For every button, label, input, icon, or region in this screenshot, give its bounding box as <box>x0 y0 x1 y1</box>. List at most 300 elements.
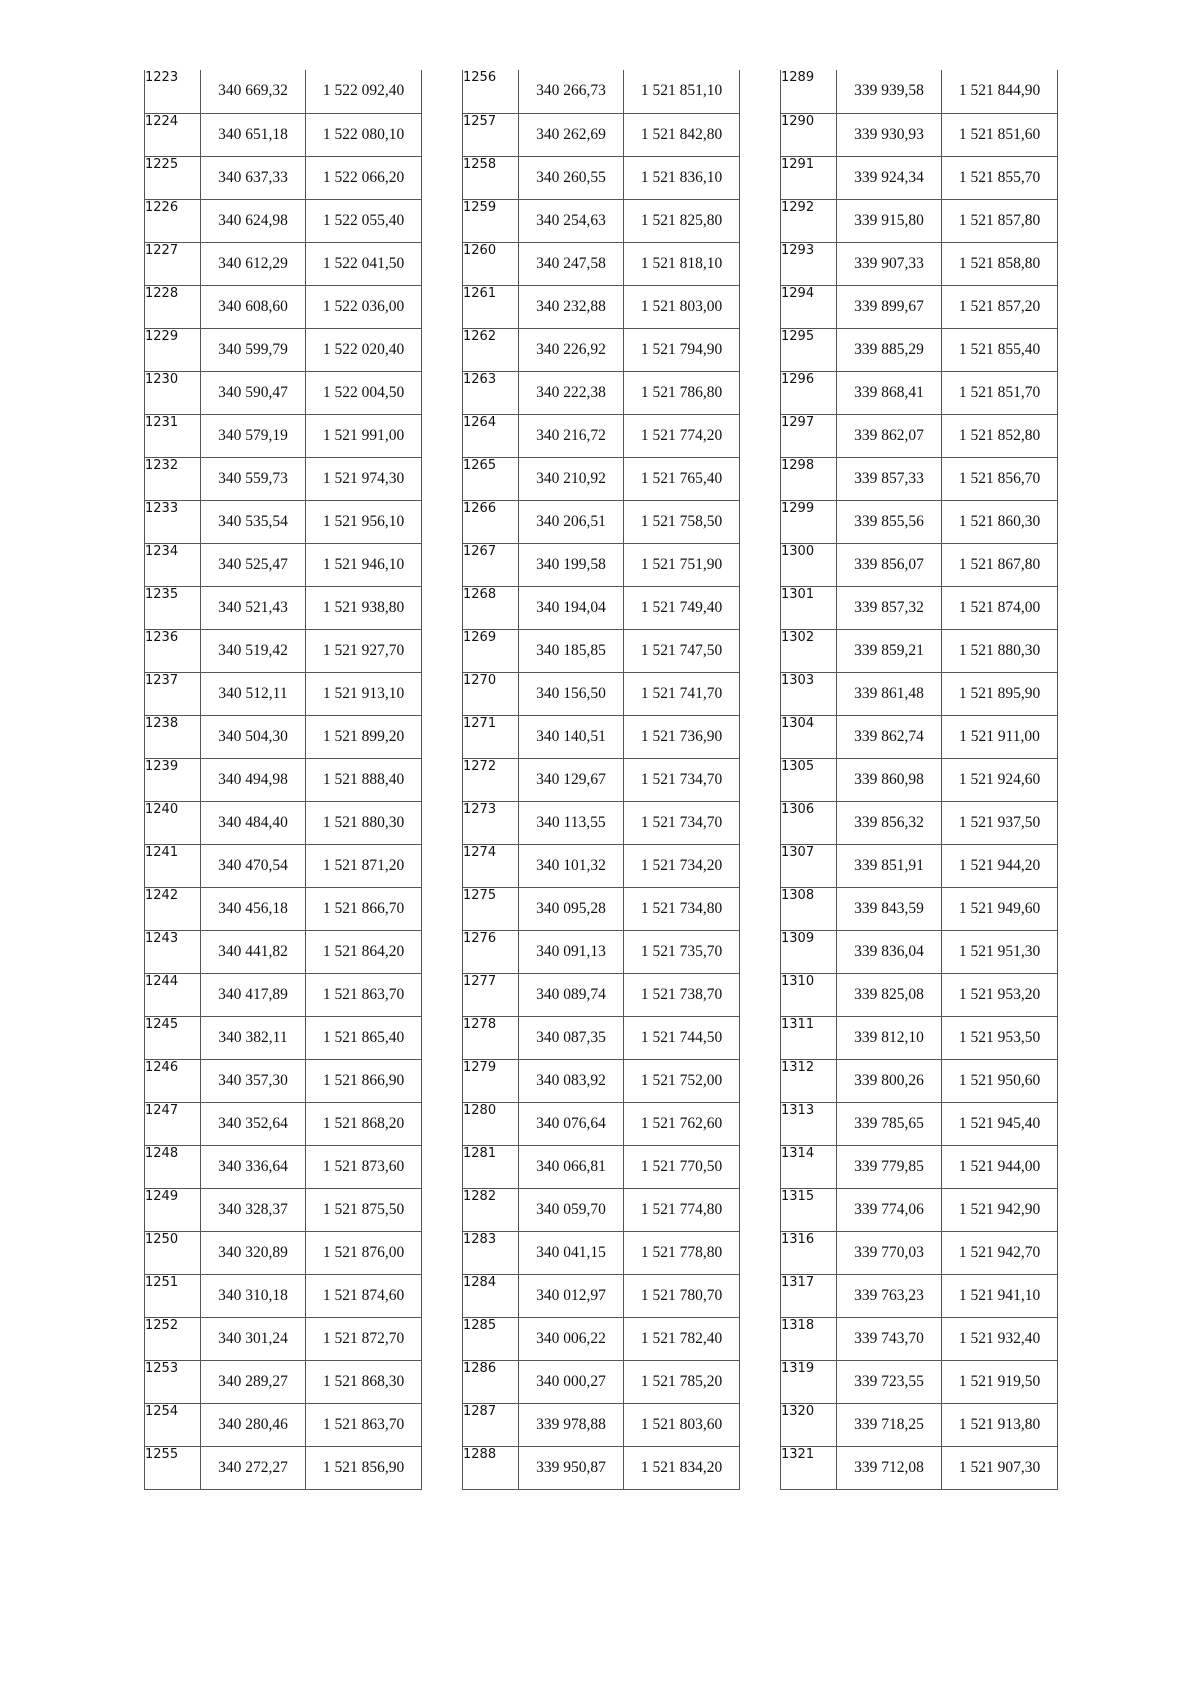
y-coordinate-cell: 1 521 851,60 <box>942 113 1058 156</box>
table-row <box>145 672 422 715</box>
x-coordinate-cell: 339 718,25 <box>837 1403 942 1446</box>
x-coordinate-cell: 340 521,43 <box>201 586 306 629</box>
point-number-cell: 1268 <box>463 586 519 629</box>
table-row <box>145 371 422 414</box>
point-number-cell: 1307 <box>781 844 837 887</box>
y-coordinate-cell: 1 521 946,10 <box>306 543 422 586</box>
x-coordinate-cell: 339 723,55 <box>837 1360 942 1403</box>
table-row <box>145 1102 422 1145</box>
y-coordinate-cell: 1 521 863,70 <box>306 1403 422 1446</box>
x-coordinate-cell: 340 441,82 <box>201 930 306 973</box>
y-coordinate-cell: 1 521 834,20 <box>624 1446 740 1489</box>
x-coordinate-cell: 340 194,04 <box>519 586 624 629</box>
point-number-cell: 1279 <box>463 1059 519 1102</box>
y-coordinate-cell: 1 521 758,50 <box>624 500 740 543</box>
y-coordinate-cell: 1 521 874,60 <box>306 1274 422 1317</box>
x-coordinate-cell: 339 950,87 <box>519 1446 624 1489</box>
y-coordinate-cell: 1 522 092,40 <box>306 70 422 113</box>
y-coordinate-cell: 1 521 860,30 <box>942 500 1058 543</box>
table-row <box>145 1059 422 1102</box>
x-coordinate-cell: 340 504,30 <box>201 715 306 758</box>
x-coordinate-cell: 339 856,32 <box>837 801 942 844</box>
y-coordinate-cell: 1 521 974,30 <box>306 457 422 500</box>
x-coordinate-cell: 340 280,46 <box>201 1403 306 1446</box>
table-row <box>145 1188 422 1231</box>
x-coordinate-cell: 339 930,93 <box>837 113 942 156</box>
table-row <box>463 887 740 930</box>
table-row <box>145 930 422 973</box>
coordinates-table-3 <box>780 70 1058 1490</box>
x-coordinate-cell: 340 066,81 <box>519 1145 624 1188</box>
table-row <box>781 242 1058 285</box>
table-row <box>781 1360 1058 1403</box>
x-coordinate-cell: 339 743,70 <box>837 1317 942 1360</box>
y-coordinate-cell: 1 521 803,00 <box>624 285 740 328</box>
y-coordinate-cell: 1 522 004,50 <box>306 371 422 414</box>
y-coordinate-cell: 1 521 919,50 <box>942 1360 1058 1403</box>
table-row <box>145 156 422 199</box>
point-number-cell: 1241 <box>145 844 201 887</box>
y-coordinate-cell: 1 521 875,50 <box>306 1188 422 1231</box>
table-row <box>463 1102 740 1145</box>
y-coordinate-cell: 1 521 949,60 <box>942 887 1058 930</box>
table-row <box>781 801 1058 844</box>
table-row <box>463 285 740 328</box>
y-coordinate-cell: 1 521 880,30 <box>306 801 422 844</box>
y-coordinate-cell: 1 521 734,80 <box>624 887 740 930</box>
point-number-cell: 1238 <box>145 715 201 758</box>
point-number-cell: 1276 <box>463 930 519 973</box>
table-row <box>145 242 422 285</box>
table-row <box>463 156 740 199</box>
table-row <box>463 715 740 758</box>
point-number-cell: 1240 <box>145 801 201 844</box>
x-coordinate-cell: 340 083,92 <box>519 1059 624 1102</box>
y-coordinate-cell: 1 521 871,20 <box>306 844 422 887</box>
y-coordinate-cell: 1 521 951,30 <box>942 930 1058 973</box>
point-number-cell: 1230 <box>145 371 201 414</box>
y-coordinate-cell: 1 521 873,60 <box>306 1145 422 1188</box>
y-coordinate-cell: 1 521 868,30 <box>306 1360 422 1403</box>
x-coordinate-cell: 340 222,38 <box>519 371 624 414</box>
table-row <box>463 672 740 715</box>
y-coordinate-cell: 1 521 782,40 <box>624 1317 740 1360</box>
y-coordinate-cell: 1 521 842,80 <box>624 113 740 156</box>
x-coordinate-cell: 340 006,22 <box>519 1317 624 1360</box>
y-coordinate-cell: 1 521 836,10 <box>624 156 740 199</box>
point-number-cell: 1277 <box>463 973 519 1016</box>
x-coordinate-cell: 340 484,40 <box>201 801 306 844</box>
y-coordinate-cell: 1 521 734,70 <box>624 758 740 801</box>
x-coordinate-cell: 339 763,23 <box>837 1274 942 1317</box>
point-number-cell: 1255 <box>145 1446 201 1489</box>
table-row <box>145 457 422 500</box>
point-number-cell: 1243 <box>145 930 201 973</box>
table-row <box>463 629 740 672</box>
y-coordinate-cell: 1 521 991,00 <box>306 414 422 457</box>
table-row <box>463 500 740 543</box>
y-coordinate-cell: 1 521 938,80 <box>306 586 422 629</box>
x-coordinate-cell: 340 076,64 <box>519 1102 624 1145</box>
point-number-cell: 1294 <box>781 285 837 328</box>
x-coordinate-cell: 340 012,97 <box>519 1274 624 1317</box>
x-coordinate-cell: 340 352,64 <box>201 1102 306 1145</box>
point-number-cell: 1225 <box>145 156 201 199</box>
point-number-cell: 1301 <box>781 586 837 629</box>
table-row <box>145 1360 422 1403</box>
x-coordinate-cell: 340 519,42 <box>201 629 306 672</box>
point-number-cell: 1283 <box>463 1231 519 1274</box>
table-row <box>463 1016 740 1059</box>
point-number-cell: 1246 <box>145 1059 201 1102</box>
y-coordinate-cell: 1 521 895,90 <box>942 672 1058 715</box>
table-row <box>463 371 740 414</box>
point-number-cell: 1275 <box>463 887 519 930</box>
point-number-cell: 1266 <box>463 500 519 543</box>
coordinates-table-2 <box>462 70 740 1490</box>
point-number-cell: 1288 <box>463 1446 519 1489</box>
x-coordinate-cell: 339 855,56 <box>837 500 942 543</box>
point-number-cell: 1250 <box>145 1231 201 1274</box>
x-coordinate-cell: 339 861,48 <box>837 672 942 715</box>
y-coordinate-cell: 1 521 857,80 <box>942 199 1058 242</box>
y-coordinate-cell: 1 521 888,40 <box>306 758 422 801</box>
y-coordinate-cell: 1 521 944,00 <box>942 1145 1058 1188</box>
y-coordinate-cell: 1 521 770,50 <box>624 1145 740 1188</box>
x-coordinate-cell: 340 091,13 <box>519 930 624 973</box>
table-row <box>145 285 422 328</box>
y-coordinate-cell: 1 521 736,90 <box>624 715 740 758</box>
x-coordinate-cell: 340 320,89 <box>201 1231 306 1274</box>
x-coordinate-cell: 340 113,55 <box>519 801 624 844</box>
y-coordinate-cell: 1 521 734,20 <box>624 844 740 887</box>
point-number-cell: 1280 <box>463 1102 519 1145</box>
y-coordinate-cell: 1 521 858,80 <box>942 242 1058 285</box>
x-coordinate-cell: 340 226,92 <box>519 328 624 371</box>
x-coordinate-cell: 340 590,47 <box>201 371 306 414</box>
y-coordinate-cell: 1 521 953,20 <box>942 973 1058 1016</box>
y-coordinate-cell: 1 521 950,60 <box>942 1059 1058 1102</box>
x-coordinate-cell: 339 907,33 <box>837 242 942 285</box>
x-coordinate-cell: 340 262,69 <box>519 113 624 156</box>
x-coordinate-cell: 340 382,11 <box>201 1016 306 1059</box>
point-number-cell: 1259 <box>463 199 519 242</box>
table-row <box>463 70 740 113</box>
table-row <box>463 1059 740 1102</box>
table-row <box>463 113 740 156</box>
x-coordinate-cell: 339 800,26 <box>837 1059 942 1102</box>
table-row <box>463 801 740 844</box>
y-coordinate-cell: 1 521 911,00 <box>942 715 1058 758</box>
y-coordinate-cell: 1 521 953,50 <box>942 1016 1058 1059</box>
y-coordinate-cell: 1 521 752,00 <box>624 1059 740 1102</box>
table-row <box>145 887 422 930</box>
point-number-cell: 1300 <box>781 543 837 586</box>
table-row <box>463 1188 740 1231</box>
point-number-cell: 1304 <box>781 715 837 758</box>
table-row <box>463 543 740 586</box>
y-coordinate-cell: 1 521 738,70 <box>624 973 740 1016</box>
y-coordinate-cell: 1 521 856,70 <box>942 457 1058 500</box>
point-number-cell: 1296 <box>781 371 837 414</box>
y-coordinate-cell: 1 521 945,40 <box>942 1102 1058 1145</box>
x-coordinate-cell: 339 812,10 <box>837 1016 942 1059</box>
point-number-cell: 1271 <box>463 715 519 758</box>
point-number-cell: 1242 <box>145 887 201 930</box>
y-coordinate-cell: 1 521 851,10 <box>624 70 740 113</box>
y-coordinate-cell: 1 521 899,20 <box>306 715 422 758</box>
y-coordinate-cell: 1 521 880,30 <box>942 629 1058 672</box>
point-number-cell: 1273 <box>463 801 519 844</box>
y-coordinate-cell: 1 521 872,70 <box>306 1317 422 1360</box>
x-coordinate-cell: 339 899,67 <box>837 285 942 328</box>
table-row <box>463 1403 740 1446</box>
point-number-cell: 1245 <box>145 1016 201 1059</box>
point-number-cell: 1262 <box>463 328 519 371</box>
x-coordinate-cell: 339 779,85 <box>837 1145 942 1188</box>
point-number-cell: 1287 <box>463 1403 519 1446</box>
point-number-cell: 1289 <box>781 70 837 113</box>
table-row <box>781 1231 1058 1274</box>
table-row <box>463 844 740 887</box>
table-row <box>781 328 1058 371</box>
table-row <box>463 1145 740 1188</box>
point-number-cell: 1253 <box>145 1360 201 1403</box>
x-coordinate-cell: 340 101,32 <box>519 844 624 887</box>
x-coordinate-cell: 340 041,15 <box>519 1231 624 1274</box>
y-coordinate-cell: 1 521 913,80 <box>942 1403 1058 1446</box>
table-row <box>781 973 1058 1016</box>
point-number-cell: 1306 <box>781 801 837 844</box>
x-coordinate-cell: 340 000,27 <box>519 1360 624 1403</box>
y-coordinate-cell: 1 521 924,60 <box>942 758 1058 801</box>
x-coordinate-cell: 339 843,59 <box>837 887 942 930</box>
table-row <box>781 1274 1058 1317</box>
point-number-cell: 1258 <box>463 156 519 199</box>
table-row <box>781 1188 1058 1231</box>
x-coordinate-cell: 339 915,80 <box>837 199 942 242</box>
table-row <box>463 758 740 801</box>
table-row <box>145 801 422 844</box>
y-coordinate-cell: 1 522 080,10 <box>306 113 422 156</box>
y-coordinate-cell: 1 522 020,40 <box>306 328 422 371</box>
x-coordinate-cell: 340 247,58 <box>519 242 624 285</box>
point-number-cell: 1313 <box>781 1102 837 1145</box>
x-coordinate-cell: 339 924,34 <box>837 156 942 199</box>
y-coordinate-cell: 1 521 942,70 <box>942 1231 1058 1274</box>
point-number-cell: 1309 <box>781 930 837 973</box>
table-row <box>781 199 1058 242</box>
table-row <box>145 629 422 672</box>
table-row <box>145 1016 422 1059</box>
point-number-cell: 1270 <box>463 672 519 715</box>
y-coordinate-cell: 1 521 865,40 <box>306 1016 422 1059</box>
table-row <box>145 113 422 156</box>
table-row <box>781 586 1058 629</box>
table-row <box>781 1403 1058 1446</box>
point-number-cell: 1256 <box>463 70 519 113</box>
table-row <box>463 242 740 285</box>
table-row <box>145 1403 422 1446</box>
x-coordinate-cell: 339 857,33 <box>837 457 942 500</box>
y-coordinate-cell: 1 521 762,60 <box>624 1102 740 1145</box>
x-coordinate-cell: 340 357,30 <box>201 1059 306 1102</box>
table-row <box>463 457 740 500</box>
y-coordinate-cell: 1 521 866,90 <box>306 1059 422 1102</box>
x-coordinate-cell: 340 456,18 <box>201 887 306 930</box>
x-coordinate-cell: 340 336,64 <box>201 1145 306 1188</box>
table-row <box>781 1446 1058 1489</box>
table-row <box>781 1317 1058 1360</box>
point-number-cell: 1228 <box>145 285 201 328</box>
point-number-cell: 1285 <box>463 1317 519 1360</box>
point-number-cell: 1261 <box>463 285 519 328</box>
point-number-cell: 1272 <box>463 758 519 801</box>
y-coordinate-cell: 1 521 851,70 <box>942 371 1058 414</box>
table-row <box>781 930 1058 973</box>
x-coordinate-cell: 339 859,21 <box>837 629 942 672</box>
y-coordinate-cell: 1 521 907,30 <box>942 1446 1058 1489</box>
x-coordinate-cell: 340 289,27 <box>201 1360 306 1403</box>
table-row <box>781 629 1058 672</box>
y-coordinate-cell: 1 522 041,50 <box>306 242 422 285</box>
coordinates-table-1 <box>144 70 422 1490</box>
x-coordinate-cell: 340 059,70 <box>519 1188 624 1231</box>
point-number-cell: 1248 <box>145 1145 201 1188</box>
point-number-cell: 1223 <box>145 70 201 113</box>
y-coordinate-cell: 1 521 765,40 <box>624 457 740 500</box>
x-coordinate-cell: 340 210,92 <box>519 457 624 500</box>
y-coordinate-cell: 1 521 941,10 <box>942 1274 1058 1317</box>
table-row <box>145 1231 422 1274</box>
table-row <box>145 1145 422 1188</box>
table-row <box>463 1231 740 1274</box>
x-coordinate-cell: 339 851,91 <box>837 844 942 887</box>
x-coordinate-cell: 340 651,18 <box>201 113 306 156</box>
x-coordinate-cell: 340 185,85 <box>519 629 624 672</box>
point-number-cell: 1226 <box>145 199 201 242</box>
y-coordinate-cell: 1 521 747,50 <box>624 629 740 672</box>
point-number-cell: 1274 <box>463 844 519 887</box>
point-number-cell: 1260 <box>463 242 519 285</box>
point-number-cell: 1311 <box>781 1016 837 1059</box>
point-number-cell: 1231 <box>145 414 201 457</box>
point-number-cell: 1251 <box>145 1274 201 1317</box>
table-row <box>145 199 422 242</box>
x-coordinate-cell: 340 328,37 <box>201 1188 306 1231</box>
x-coordinate-cell: 340 637,33 <box>201 156 306 199</box>
point-number-cell: 1298 <box>781 457 837 500</box>
x-coordinate-cell: 340 232,88 <box>519 285 624 328</box>
y-coordinate-cell: 1 521 744,50 <box>624 1016 740 1059</box>
y-coordinate-cell: 1 521 735,70 <box>624 930 740 973</box>
y-coordinate-cell: 1 521 749,40 <box>624 586 740 629</box>
x-coordinate-cell: 340 272,27 <box>201 1446 306 1489</box>
x-coordinate-cell: 339 770,03 <box>837 1231 942 1274</box>
point-number-cell: 1263 <box>463 371 519 414</box>
x-coordinate-cell: 340 512,11 <box>201 672 306 715</box>
table-row <box>145 70 422 113</box>
table-row <box>145 500 422 543</box>
table-row <box>145 1446 422 1489</box>
table-row <box>463 414 740 457</box>
x-coordinate-cell: 339 836,04 <box>837 930 942 973</box>
x-coordinate-cell: 340 417,89 <box>201 973 306 1016</box>
point-number-cell: 1292 <box>781 199 837 242</box>
x-coordinate-cell: 339 825,08 <box>837 973 942 1016</box>
table-row <box>781 156 1058 199</box>
x-coordinate-cell: 340 599,79 <box>201 328 306 371</box>
x-coordinate-cell: 339 712,08 <box>837 1446 942 1489</box>
point-number-cell: 1286 <box>463 1360 519 1403</box>
point-number-cell: 1284 <box>463 1274 519 1317</box>
point-number-cell: 1297 <box>781 414 837 457</box>
y-coordinate-cell: 1 521 876,00 <box>306 1231 422 1274</box>
y-coordinate-cell: 1 521 794,90 <box>624 328 740 371</box>
y-coordinate-cell: 1 521 937,50 <box>942 801 1058 844</box>
table-row <box>145 715 422 758</box>
x-coordinate-cell: 340 156,50 <box>519 672 624 715</box>
x-coordinate-cell: 340 216,72 <box>519 414 624 457</box>
x-coordinate-cell: 340 266,73 <box>519 70 624 113</box>
point-number-cell: 1295 <box>781 328 837 371</box>
point-number-cell: 1316 <box>781 1231 837 1274</box>
table-row <box>145 973 422 1016</box>
y-coordinate-cell: 1 522 036,00 <box>306 285 422 328</box>
table-row <box>145 1274 422 1317</box>
table-row <box>781 715 1058 758</box>
table-row <box>781 414 1058 457</box>
point-number-cell: 1293 <box>781 242 837 285</box>
point-number-cell: 1264 <box>463 414 519 457</box>
point-number-cell: 1267 <box>463 543 519 586</box>
table-row <box>781 844 1058 887</box>
y-coordinate-cell: 1 521 874,00 <box>942 586 1058 629</box>
point-number-cell: 1278 <box>463 1016 519 1059</box>
point-number-cell: 1229 <box>145 328 201 371</box>
y-coordinate-cell: 1 521 844,90 <box>942 70 1058 113</box>
table-row <box>781 1059 1058 1102</box>
y-coordinate-cell: 1 521 864,20 <box>306 930 422 973</box>
point-number-cell: 1232 <box>145 457 201 500</box>
table-row <box>463 586 740 629</box>
point-number-cell: 1315 <box>781 1188 837 1231</box>
point-number-cell: 1269 <box>463 629 519 672</box>
table-row <box>463 328 740 371</box>
table-row <box>145 586 422 629</box>
table-row <box>463 1360 740 1403</box>
y-coordinate-cell: 1 521 774,20 <box>624 414 740 457</box>
y-coordinate-cell: 1 521 863,70 <box>306 973 422 1016</box>
point-number-cell: 1312 <box>781 1059 837 1102</box>
point-number-cell: 1254 <box>145 1403 201 1446</box>
x-coordinate-cell: 340 260,55 <box>519 156 624 199</box>
table-row <box>781 1145 1058 1188</box>
y-coordinate-cell: 1 521 857,20 <box>942 285 1058 328</box>
y-coordinate-cell: 1 521 856,90 <box>306 1446 422 1489</box>
x-coordinate-cell: 340 087,35 <box>519 1016 624 1059</box>
point-number-cell: 1233 <box>145 500 201 543</box>
x-coordinate-cell: 339 857,32 <box>837 586 942 629</box>
x-coordinate-cell: 339 885,29 <box>837 328 942 371</box>
y-coordinate-cell: 1 521 944,20 <box>942 844 1058 887</box>
point-number-cell: 1224 <box>145 113 201 156</box>
point-number-cell: 1239 <box>145 758 201 801</box>
x-coordinate-cell: 340 254,63 <box>519 199 624 242</box>
y-coordinate-cell: 1 521 927,70 <box>306 629 422 672</box>
x-coordinate-cell: 340 095,28 <box>519 887 624 930</box>
table-row <box>781 543 1058 586</box>
